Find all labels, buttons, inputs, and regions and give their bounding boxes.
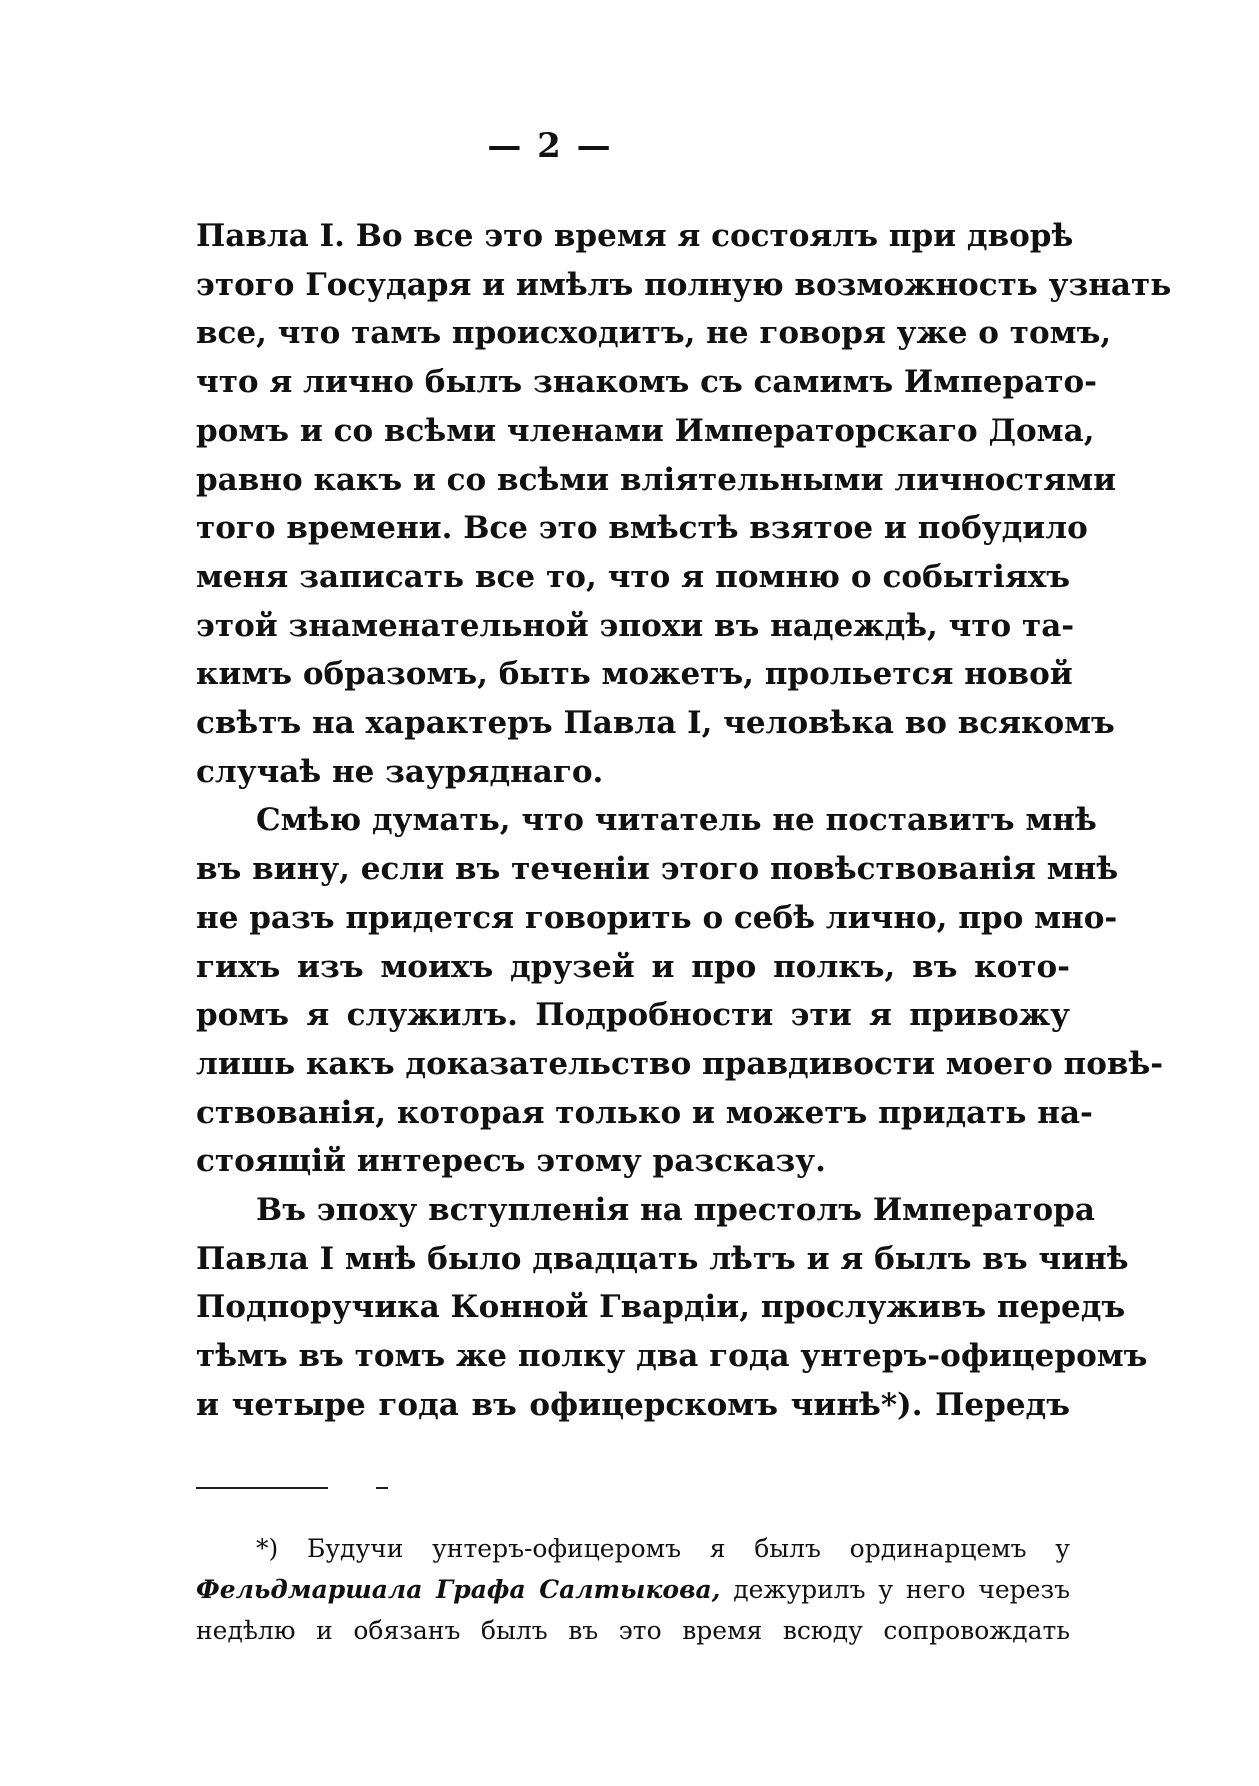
text-line: случаѣ не зауряднаго.: [196, 753, 604, 790]
text-line: этой знаменательной эпохи въ надеждѣ, что та-: [196, 607, 1075, 644]
text-line: равно какъ и со всѣми вліятельными личностями: [196, 461, 1117, 498]
text-line: стоящій интересъ этому разсказу.: [196, 1143, 826, 1180]
body-text: [196, 212, 1172, 1430]
text-line: кимъ образомъ, быть можетъ, прольется новой: [196, 656, 1073, 693]
footnote-separator-mark: [376, 1487, 388, 1489]
text-line: ромъ я служилъ. Подробности эти я привожу: [196, 997, 1070, 1034]
footnote: [196, 1528, 1070, 1651]
text-line: этого Государя и имѣлъ полную возможность узнать: [196, 266, 1172, 303]
text-line: ромъ и со всѣми членами Императорскаго Дома,: [196, 412, 1095, 449]
text-line: ствованія, которая только и можетъ придать на-: [196, 1094, 1093, 1131]
footnote-line: недѣлю и обязанъ былъ въ это время всюду сопровождать: [196, 1616, 1070, 1645]
text-line: Павла I мнѣ было двадцать лѣтъ и я былъ въ чинѣ: [196, 1240, 1129, 1277]
paragraph-2: [196, 796, 1164, 1186]
text-line: меня записать все то, что я помню о событіяхъ: [196, 558, 1070, 595]
page-number: — 2 —: [487, 126, 613, 166]
text-line: все, что тамъ происходитъ, не говоря уже о томъ,: [196, 315, 1112, 352]
text-line: въ вину, если въ теченіи этого повѣствованія мнѣ: [196, 851, 1119, 888]
text-line: не разъ придется говорить о себѣ лично, про мно-: [196, 899, 1118, 936]
text-line: свѣтъ на характеръ Павла I, человѣка во всякомъ: [196, 705, 1115, 742]
paragraph-3: [196, 1186, 1148, 1430]
footnote-separator: [196, 1487, 328, 1489]
footnote-line-rest: дежурилъ у него черезъ: [720, 1575, 1070, 1604]
text-line: что я лично былъ знакомъ съ самимъ Императо-: [196, 364, 1098, 401]
footnote-italic-name: Фельдмаршала Графа Салтыкова,: [196, 1575, 721, 1604]
text-line: тѣмъ въ томъ же полку два года унтеръ-офицеромъ: [196, 1338, 1148, 1375]
text-line: Подпоручика Конной Гвардіи, прослуживъ передъ: [196, 1289, 1126, 1326]
text-line: Въ эпоху вступленія на престолъ Императора: [256, 1192, 1095, 1229]
text-line: и четыре года въ офицерскомъ чинѣ*). Передъ: [196, 1386, 1070, 1423]
footnote-line: *) Будучи унтеръ-офицеромъ я былъ ординарцемъ у: [256, 1534, 1070, 1563]
text-line: того времени. Все это вмѣстѣ взятое и побудило: [196, 510, 1088, 547]
text-line: Смѣю думать, что читатель не поставитъ мнѣ: [256, 802, 1097, 839]
text-line: Павла I. Во все это время я состоялъ при дворѣ: [196, 218, 1074, 254]
paragraph-1: [196, 212, 1172, 796]
text-line: лишь какъ доказательство правдивости моего повѣ-: [196, 1045, 1164, 1082]
footnote-line: [196, 1569, 1070, 1610]
text-line: гихъ изъ моихъ друзей и про полкъ, въ кото-: [196, 948, 1070, 985]
